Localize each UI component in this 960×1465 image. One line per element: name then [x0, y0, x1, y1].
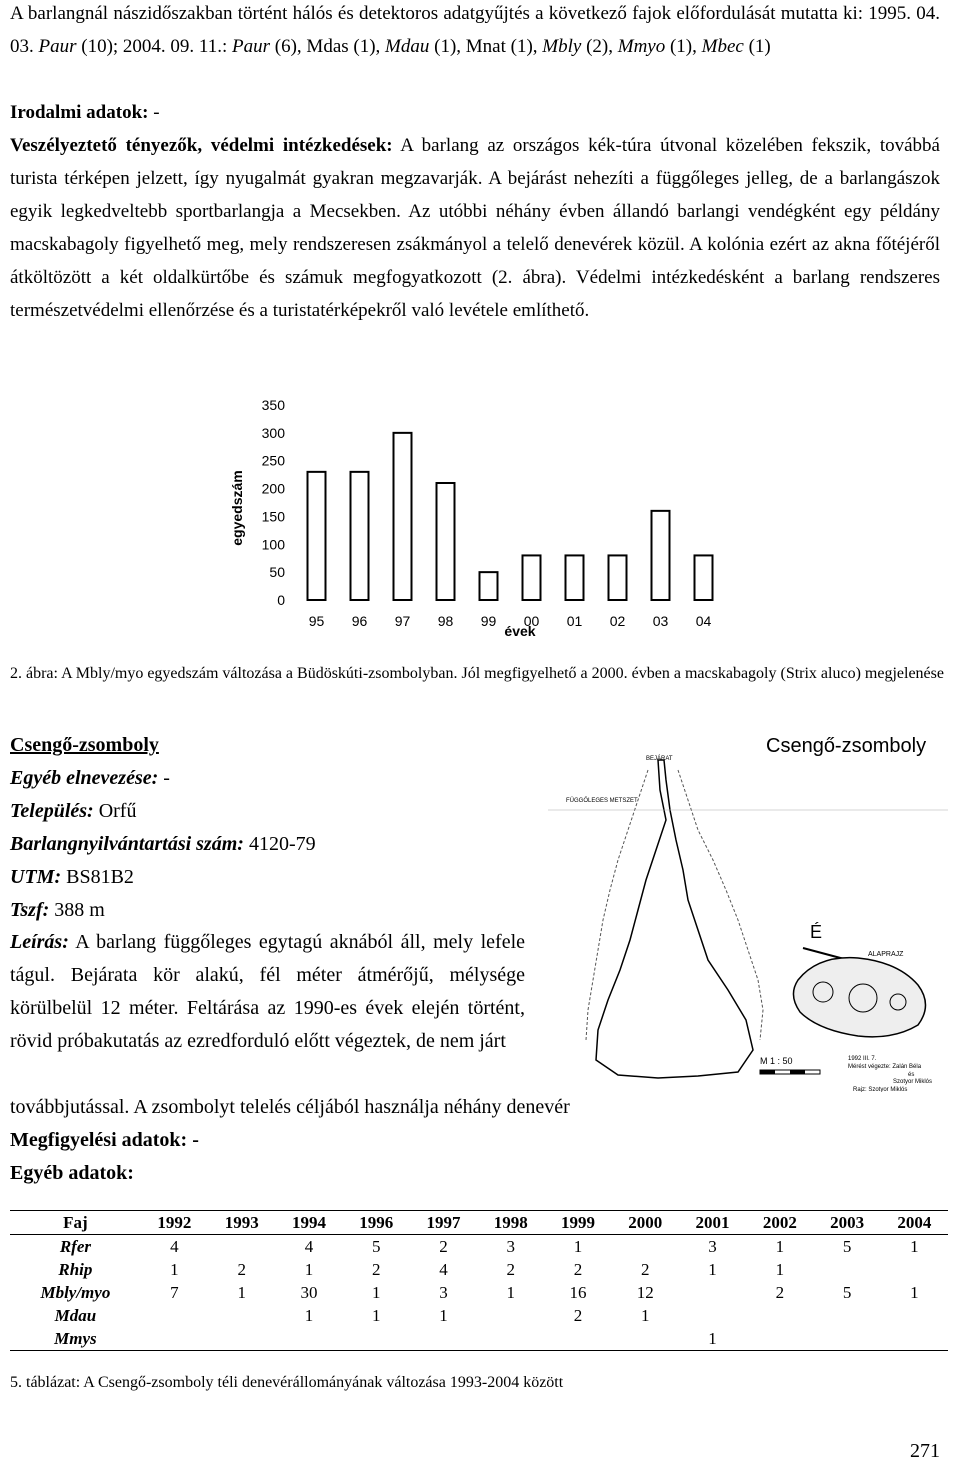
table-cell [208, 1327, 275, 1351]
table-cell: 5 [842, 1282, 852, 1302]
x-tick-label: 00 [523, 613, 540, 629]
egyeb-adatok: Egyéb adatok: [10, 1162, 134, 1184]
table-cell [544, 1327, 611, 1351]
cave-name: Csengő-zsomboly [10, 734, 159, 756]
table-header-row [10, 1211, 948, 1235]
table-header-cell: Faj [10, 1211, 141, 1235]
bar-01 [566, 555, 584, 600]
veszelyeztetes-paragraph: Veszélyeztető tényezők, védelmi intézkedések: A barlang az országos kék-túra útvonal közelében fekszik, továbbá turista térképen jelzett, így nyugalmát gyakran megzavarják. A bejárást nehezíti a függőleges jelleg, de a barlangászok egyik legkedveltebb sportbarlangja a Mecsekben. Az utóbbi néhány évben állandó barlangi vendégként egy példány macskabagoly figyelhető meg, mely rendszeresen zsákmányol a telelő denevérek közül. A kolónia ezért az akna főtéjéről átköltözött a két oldalkürtőbe és számuk megfogyatkozott (2. ábra). Védelmi intézkedésként a barlang rendszeres természetvédelmi ellenőrzése és a turistatérképekről való levétele említhető. [10, 135, 940, 321]
table-cell: 2 [573, 1259, 583, 1279]
map-rajz: Rajz: Szotyor Miklós [853, 1087, 908, 1092]
x-tick-label: 98 [437, 613, 454, 629]
map-title: Csengő-zsomboly [766, 735, 927, 757]
table-cell [813, 1327, 880, 1351]
table-cell [208, 1235, 275, 1259]
table-row [10, 1304, 948, 1327]
x-tick-label: 95 [308, 613, 325, 629]
table-cell [141, 1304, 208, 1327]
table-cell: 3 [506, 1236, 515, 1256]
y-tick-label: 300 [261, 424, 285, 441]
table-cell: 1 [910, 1236, 919, 1256]
table-cell: 1 [506, 1282, 515, 1302]
cave-field: UTM: BS81B2 [10, 866, 134, 888]
table-cell [275, 1327, 342, 1351]
chart-ylabel: egyedszám [229, 470, 245, 546]
table-cell [881, 1258, 948, 1281]
table-header-cell: 1994 [275, 1211, 342, 1235]
table-cell: Mmys [10, 1327, 141, 1351]
table-cell: 1 [304, 1305, 314, 1325]
bar-02 [609, 555, 627, 600]
x-tick-label: 97 [394, 613, 411, 629]
table-cell [881, 1304, 948, 1327]
bar-96 [351, 472, 369, 600]
irodalmi-adatok: Irodalmi adatok: - [10, 102, 160, 123]
table-cell: Mdau [54, 1305, 97, 1325]
table-cell [881, 1327, 948, 1351]
map-north: É [810, 922, 823, 942]
y-tick-label: 50 [269, 564, 285, 581]
bar-99 [480, 572, 498, 600]
x-tick-label: 02 [609, 613, 626, 629]
table-cell: 3 [708, 1236, 717, 1256]
table-cell: 3 [439, 1282, 448, 1302]
map-section-label: FÜGGŐLEGES METSZET [566, 798, 638, 804]
table-cell: 2 [371, 1259, 381, 1279]
table-header-cell: 2004 [881, 1211, 948, 1235]
cave-field: Település: Orfű [10, 800, 137, 822]
table-cell: Rhip [58, 1259, 93, 1279]
table-cell: 1 [573, 1236, 583, 1256]
table-cell [477, 1304, 544, 1327]
bar-95 [308, 472, 326, 600]
map-meres3: Szotyor Miklós [893, 1079, 933, 1085]
bar-chart [220, 390, 740, 650]
megfigyelesi-adatok: Megfigyelési adatok: - [10, 1129, 199, 1151]
table-cell: 1 [775, 1236, 785, 1256]
table-cell: 1 [775, 1259, 785, 1279]
table-cell: 1 [641, 1305, 650, 1325]
table-cell: Mbly/myo [40, 1282, 111, 1302]
table-cell [679, 1281, 746, 1304]
cave-description: Leírás: A barlang függőleges egytagú aknából áll, mely lefele tágul. Bejárata kör alakú, fél méter átmérőjű, mélysége körülbelül 12 méter. Feltárása az 1990-es évek elején történt, rövid próbakutatás az ezredforduló előtt végeztek, de nem járt [10, 931, 525, 1052]
table-cell: 2 [641, 1259, 650, 1279]
table-cell: 12 [636, 1282, 654, 1302]
x-tick-label: 04 [695, 613, 712, 629]
table-header-cell: 2000 [612, 1211, 679, 1235]
table-cell [612, 1327, 679, 1351]
map-alaprajz: ALAPRAJZ [868, 951, 904, 958]
table-cell: 4 [304, 1236, 314, 1256]
map-scale: M 1 : 50 [760, 1056, 793, 1066]
table-cell: 16 [569, 1282, 587, 1302]
table-cell: Rfer [59, 1236, 91, 1256]
y-tick-label: 100 [261, 536, 285, 553]
x-tick-label: 03 [652, 613, 669, 629]
intro-paragraph: A barlangnál nászidőszakban történt hálós és detektoros adatgyűjtés a következő fajok előfordulását mutatta ki: 1995. 04. 03. Paur (10); 2004. 09. 11.: Paur (6), Mdas (1), Mdau (1), Mnat (1), Mbly (2), Mmyo (1), Mbec (1) [10, 3, 940, 57]
bar-03 [652, 511, 670, 600]
y-tick-label: 350 [261, 397, 285, 413]
table-row [10, 1327, 948, 1351]
chart-xlabel: évek [504, 623, 536, 639]
table-cell [477, 1327, 544, 1351]
table-cell: 2 [237, 1259, 246, 1279]
table-cell: 1 [237, 1282, 246, 1302]
table-header-cell: 1998 [477, 1211, 544, 1235]
map-date: 1992 III. 7. [848, 1056, 877, 1062]
bat-table [10, 1210, 948, 1351]
table-header-cell: 1999 [544, 1211, 611, 1235]
cave-map [548, 730, 948, 1092]
map-meres1: Mérést végezte: Zalán Béla [848, 1064, 922, 1070]
table-cell [746, 1327, 813, 1351]
y-tick-label: 200 [261, 480, 285, 497]
page-number: 271 [910, 1440, 940, 1462]
table-cell: 4 [170, 1236, 179, 1256]
table-cell: 4 [439, 1259, 448, 1279]
table-header-cell: 1993 [208, 1211, 275, 1235]
table-cell: 1 [371, 1305, 381, 1325]
table-cell: 2 [439, 1236, 448, 1256]
table-cell: 1 [708, 1259, 717, 1279]
table-cell [746, 1304, 813, 1327]
table-header-cell: 1992 [141, 1211, 208, 1235]
table-cell: 1 [439, 1305, 448, 1325]
y-tick-label: 150 [261, 508, 285, 525]
table-cell [343, 1327, 410, 1351]
table-cell: 5 [371, 1236, 381, 1256]
table-header-cell: 1997 [410, 1211, 477, 1235]
table-header-cell: 2001 [679, 1211, 746, 1235]
cave-description-tail: továbbjutással. A zsombolyt telelés céljából használja néhány denevér [10, 1096, 570, 1118]
x-tick-label: 96 [351, 613, 368, 629]
table-cell: 1 [679, 1327, 746, 1351]
table-cell [141, 1327, 208, 1351]
table-cell [813, 1304, 880, 1327]
table-caption: 5. táblázat: A Csengő-zsomboly téli denevérállományának változása 1993-2004 között [10, 1374, 564, 1391]
y-tick-label: 0 [277, 592, 285, 608]
table-cell: 1 [304, 1259, 314, 1279]
bar-97 [394, 433, 412, 600]
table-cell: 2 [775, 1282, 785, 1302]
bar-04 [695, 555, 713, 600]
vertical-section-outline [596, 760, 753, 1078]
y-tick-label: 250 [261, 452, 285, 469]
table-cell [410, 1327, 477, 1351]
cave-field: Tszf: 388 m [10, 899, 105, 921]
table-cell [208, 1304, 275, 1327]
table-cell: 2 [573, 1305, 583, 1325]
table-cell: 7 [170, 1282, 179, 1302]
cave-field: Barlangnyilvántartási szám: 4120-79 [10, 833, 316, 855]
x-tick-label: 99 [480, 613, 497, 629]
table-row [10, 1258, 948, 1281]
table-cell: 1 [170, 1259, 179, 1279]
table-cell [813, 1258, 880, 1281]
plan-view-outline [793, 958, 925, 1037]
map-meres2: és [908, 1072, 915, 1078]
table-cell: 5 [842, 1236, 852, 1256]
table-cell: 30 [300, 1282, 318, 1302]
bar-00 [523, 555, 541, 600]
figure-caption: 2. ábra: A Mbly/myo egyedszám változása a Büdöskúti-zsombolyban. Jól megfigyelhető a 2000. évben a macskabagoly (Strix aluco) megjelenése [10, 665, 944, 682]
table-cell [679, 1304, 746, 1327]
cave-field: Egyéb elnevezése: - [10, 767, 170, 789]
table-cell: 2 [506, 1259, 515, 1279]
table-row [10, 1281, 948, 1304]
table-header-cell: 1996 [343, 1211, 410, 1235]
x-tick-label: 01 [566, 613, 583, 629]
table-cell: 1 [910, 1282, 919, 1302]
table-header-cell: 2002 [746, 1211, 813, 1235]
map-bejarat: BEJÁRAT [646, 756, 673, 762]
table-row [10, 1235, 948, 1259]
table-cell: 1 [371, 1282, 381, 1302]
bar-98 [437, 483, 455, 600]
table-header-cell: 2003 [813, 1211, 880, 1235]
table-cell [612, 1235, 679, 1259]
